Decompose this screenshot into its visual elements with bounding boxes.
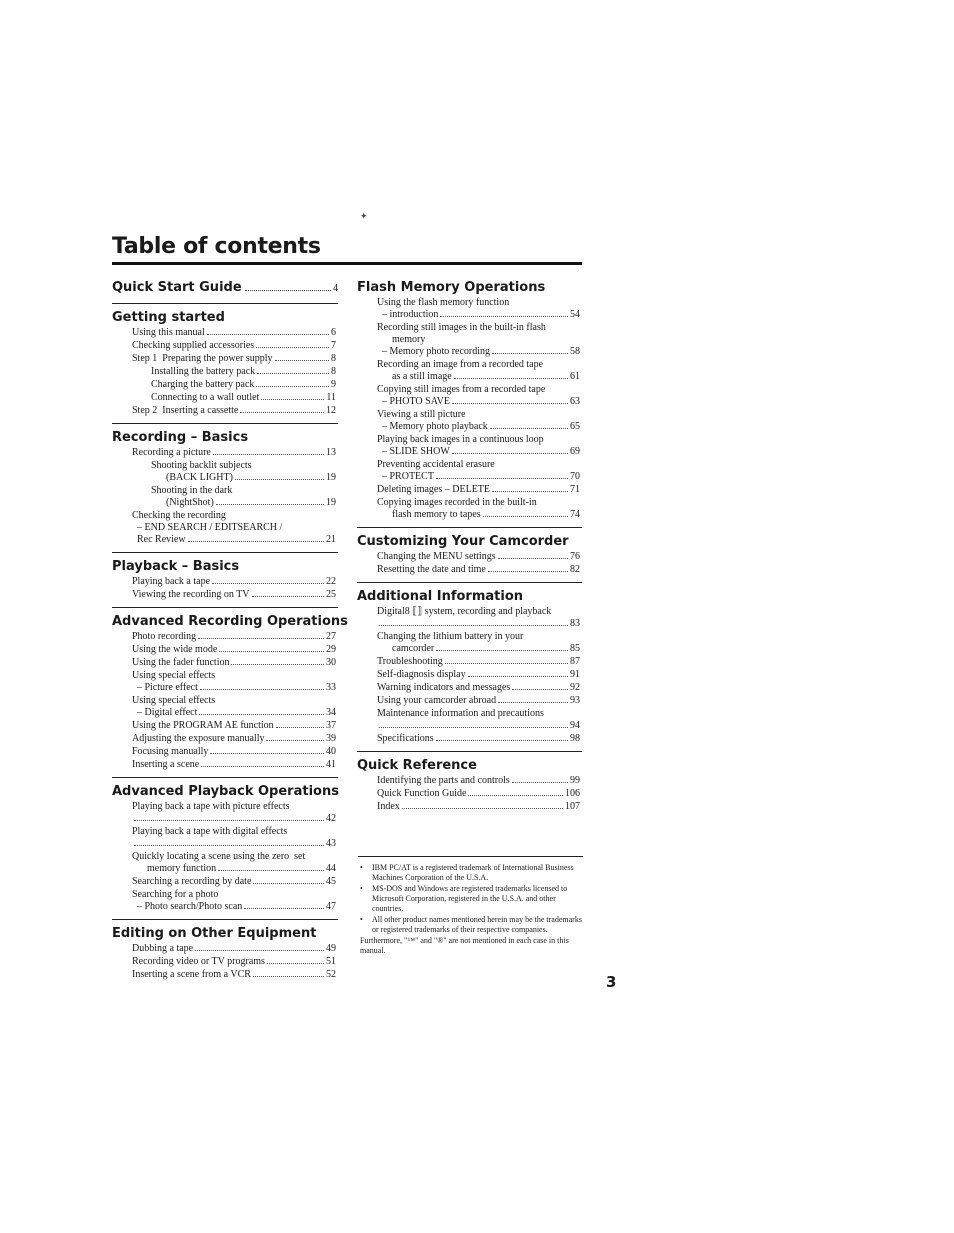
toc-entry[interactable] xyxy=(112,695,338,719)
toc-entry[interactable] xyxy=(112,889,338,913)
toc-section xyxy=(112,777,338,913)
toc-entry-page: 27 xyxy=(326,631,336,642)
toc-section xyxy=(357,582,582,745)
toc-entry-label: Inserting a scene from a VCR xyxy=(132,969,251,980)
toc-entry-page: 74 xyxy=(570,509,580,520)
toc-section xyxy=(112,423,338,546)
leader-dots xyxy=(210,753,324,754)
toc-entry[interactable] xyxy=(357,434,582,458)
section-heading-label: Recording – Basics xyxy=(112,430,249,445)
toc-entry-page: 47 xyxy=(326,901,336,912)
leader-dots xyxy=(276,727,324,728)
leader-dots xyxy=(445,663,568,664)
leader-dots xyxy=(512,689,568,690)
toc-entry[interactable] xyxy=(112,876,338,888)
toc-entry-page: 44 xyxy=(326,863,336,874)
toc-entry[interactable] xyxy=(357,497,582,521)
leader-dots xyxy=(267,963,324,964)
leader-dots xyxy=(490,428,568,429)
section-heading[interactable] xyxy=(357,534,582,550)
leader-dots xyxy=(252,596,324,597)
leader-dots xyxy=(257,373,329,374)
toc-section xyxy=(357,751,582,813)
toc-entry-label: (NightShot) xyxy=(151,497,214,508)
note-text: MS-DOS and Windows are registered trademarks licensed to Microsoft Corporation, registered in the U.S.A. and other countries. xyxy=(372,884,568,913)
toc-entry[interactable] xyxy=(112,366,338,378)
toc-entry[interactable] xyxy=(112,969,338,981)
toc-entry[interactable] xyxy=(357,695,582,707)
toc-entry-page: 69 xyxy=(570,446,580,457)
section-heading[interactable] xyxy=(112,280,338,297)
toc-entry[interactable] xyxy=(112,759,338,771)
section-heading-label: Playback – Basics xyxy=(112,559,240,574)
toc-entry-label: Deleting images – DELETE xyxy=(377,484,491,495)
toc-entry-page: 107 xyxy=(565,801,580,812)
toc-section xyxy=(112,607,348,771)
toc-entry[interactable] xyxy=(112,733,338,745)
section-heading-label: Quick Reference xyxy=(357,758,477,773)
toc-entry-page: 52 xyxy=(326,969,336,980)
toc-entry-label: Quick Function Guide xyxy=(377,788,467,799)
toc-entry-line: Copying still images from a recorded tape xyxy=(377,384,546,395)
toc-entry-page: 12 xyxy=(326,405,336,416)
toc-entry-label: Adjusting the exposure manually xyxy=(132,733,265,744)
toc-entry-page: 33 xyxy=(326,682,336,693)
leader-dots xyxy=(218,870,324,871)
toc-entry-label: – Digital effect xyxy=(132,707,198,718)
toc-entry-line: Using special effects xyxy=(132,670,216,681)
toc-entry-page: 22 xyxy=(326,576,336,587)
toc-entry-line: Checking the recording xyxy=(132,510,226,521)
toc-entry-label: – introduction xyxy=(377,309,439,320)
toc-entry[interactable] xyxy=(112,340,338,352)
toc-entry-label: Viewing the recording on TV xyxy=(132,589,250,600)
toc-entry[interactable] xyxy=(112,801,338,825)
toc-entry[interactable] xyxy=(112,631,338,643)
section-heading-label: Flash Memory Operations xyxy=(357,280,546,295)
leader-dots xyxy=(452,453,568,454)
toc-entry-line: Preventing accidental erasure xyxy=(377,459,495,470)
section-heading[interactable] xyxy=(112,430,338,446)
bullet-icon: • xyxy=(360,884,363,893)
toc-entry-label: Using this manual xyxy=(132,327,205,338)
toc-entry-label: Recording video or TV programs xyxy=(132,956,265,967)
leader-dots xyxy=(452,403,568,404)
toc-entry-page: 45 xyxy=(326,876,336,887)
toc-entry-label: Charging the battery pack xyxy=(151,379,255,390)
toc-entry-page: 91 xyxy=(570,669,580,680)
toc-entry-line: Copying images recorded in the built-in xyxy=(377,497,537,508)
toc-entry-page: 71 xyxy=(570,484,580,495)
toc-entry-label: Installing the battery pack xyxy=(151,366,256,377)
toc-entry-page: 99 xyxy=(570,775,580,786)
toc-entry-page: 25 xyxy=(326,589,336,600)
toc-entry-label: Step 1 Preparing the power supply xyxy=(132,353,273,364)
toc-entry[interactable] xyxy=(357,606,582,630)
toc-entry[interactable] xyxy=(357,297,582,321)
section-heading-label: Advanced Playback Operations xyxy=(112,784,339,799)
toc-entry-label: – PROTECT xyxy=(377,471,434,482)
toc-entry[interactable] xyxy=(357,775,582,787)
title-rule xyxy=(112,262,582,265)
toc-section xyxy=(112,280,338,297)
leader-dots xyxy=(195,950,324,951)
toc-entry-line: Viewing a still picture xyxy=(377,409,466,420)
toc-section xyxy=(112,919,338,981)
leader-dots xyxy=(512,782,568,783)
toc-entry[interactable] xyxy=(112,746,338,758)
toc-entry-page: 7 xyxy=(331,340,336,351)
leader-dots xyxy=(235,479,324,480)
toc-entry[interactable] xyxy=(357,669,582,681)
toc-entry-page: 40 xyxy=(326,746,336,757)
section-heading[interactable] xyxy=(112,310,338,326)
toc-entry[interactable] xyxy=(112,826,338,850)
toc-entry[interactable] xyxy=(112,379,338,391)
toc-entry[interactable] xyxy=(357,733,582,745)
toc-column-right xyxy=(357,280,582,819)
leader-dots xyxy=(240,412,324,413)
toc-entry[interactable] xyxy=(112,670,338,694)
section-heading[interactable] xyxy=(112,559,338,575)
toc-entry[interactable] xyxy=(357,484,582,496)
toc-entry-line: Playing back a tape with digital effects xyxy=(132,826,288,837)
toc-entry-label: camcorder xyxy=(377,643,435,654)
page-number: 3 xyxy=(606,973,617,991)
toc-entry-page: 106 xyxy=(565,788,580,799)
section-heading[interactable] xyxy=(357,758,582,774)
leader-dots xyxy=(253,976,324,977)
section-heading[interactable] xyxy=(112,926,338,942)
toc-entry-page: 8 xyxy=(331,366,336,377)
toc-entry-page: 8 xyxy=(331,353,336,364)
leader-dots xyxy=(440,316,568,317)
toc-entry-label: (BACK LIGHT) xyxy=(151,472,233,483)
toc-entry[interactable] xyxy=(112,447,338,459)
toc-entry-line: Shooting backlit subjects xyxy=(151,460,252,471)
toc-entry-page: 93 xyxy=(570,695,580,706)
toc-entry-label: – SLIDE SHOW xyxy=(377,446,450,457)
toc-entry[interactable] xyxy=(112,720,338,732)
toc-entry-page: 11 xyxy=(326,392,336,403)
toc-entry-label: Index xyxy=(377,801,400,812)
toc-entry-line: Searching for a photo xyxy=(132,889,219,900)
toc-entry-label: – Memory photo playback xyxy=(377,421,488,432)
toc-entry-label: Checking supplied accessories xyxy=(132,340,255,351)
toc-entry-label: Searching a recording by date xyxy=(132,876,252,887)
toc-entry-label: Photo recording xyxy=(132,631,197,642)
section-heading-label: Customizing Your Camcorder xyxy=(357,534,569,549)
note-text: All other product names mentioned herein may be the trademarks or registered trademarks of their respective companies. xyxy=(372,915,582,934)
note-item xyxy=(358,884,583,914)
toc-entry-page: 19 xyxy=(326,497,336,508)
toc-entry-page: 30 xyxy=(326,657,336,668)
leader-dots xyxy=(483,516,568,517)
toc-entry-line: Using the flash memory function xyxy=(377,297,510,308)
toc-entry-page: 82 xyxy=(570,564,580,575)
toc-entry[interactable] xyxy=(112,405,338,417)
toc-entry-page: 43 xyxy=(326,838,336,849)
toc-entry-page: 41 xyxy=(326,759,336,770)
section-heading-label: Advanced Recording Operations xyxy=(112,614,348,629)
toc-entry[interactable] xyxy=(357,359,582,383)
toc-entry[interactable] xyxy=(112,327,338,339)
leader-dots xyxy=(261,399,324,400)
toc-section xyxy=(357,280,582,521)
toc-entry-label: Dubbing a tape xyxy=(132,943,194,954)
toc-entry-page: 19 xyxy=(326,472,336,483)
toc-entry[interactable] xyxy=(357,384,582,408)
page-title: Table of contents xyxy=(112,234,321,259)
toc-entry-line: Recording still images in the built-in flash xyxy=(377,322,546,333)
leader-dots xyxy=(492,353,568,354)
leader-dots xyxy=(219,651,324,652)
toc-entry[interactable] xyxy=(112,956,338,968)
leader-dots xyxy=(188,541,324,542)
leader-dots xyxy=(134,820,324,821)
toc-entry-page: 13 xyxy=(326,447,336,458)
leader-dots xyxy=(134,845,324,846)
toc-entry-line: Playing back images in a continuous loop xyxy=(377,434,544,445)
leader-dots xyxy=(436,478,568,479)
toc-entry[interactable] xyxy=(357,801,582,813)
toc-entry-page: 21 xyxy=(326,534,336,545)
leader-dots xyxy=(212,583,324,584)
toc-entry-label: Resetting the date and time xyxy=(377,564,486,575)
toc-entry-page: 98 xyxy=(570,733,580,744)
section-page-number: 4 xyxy=(333,283,338,294)
toc-entry-page: 65 xyxy=(570,421,580,432)
leader-dots xyxy=(379,727,568,728)
toc-entry-label: Using the fader function xyxy=(132,657,230,668)
leader-dots xyxy=(379,625,568,626)
print-mark: ✦ xyxy=(360,211,368,221)
toc-entry-label: – Photo search/Photo scan xyxy=(132,901,243,912)
section-heading[interactable] xyxy=(112,614,348,630)
toc-entry-line: Maintenance information and precautions xyxy=(377,708,544,719)
section-heading-label: Additional Information xyxy=(357,589,524,604)
toc-entry-label: Inserting a scene xyxy=(132,759,200,770)
toc-entry-page: 58 xyxy=(570,346,580,357)
toc-entry-page: 92 xyxy=(570,682,580,693)
leader-dots xyxy=(275,360,329,361)
toc-entry-page: 9 xyxy=(331,379,336,390)
note-text: IBM PC/AT is a registered trademark of International Business Machines Corporation of the U.S.A. xyxy=(372,863,574,882)
toc-entry-page: 61 xyxy=(570,371,580,382)
leader-dots xyxy=(200,689,324,690)
toc-entry[interactable] xyxy=(357,631,582,655)
toc-entry-label: Changing the MENU settings xyxy=(377,551,496,562)
toc-entry-label: Using your camcorder abroad xyxy=(377,695,497,706)
leader-dots xyxy=(266,740,324,741)
section-heading-label: Getting started xyxy=(112,310,225,325)
leader-dots xyxy=(436,650,568,651)
leader-dots xyxy=(492,491,568,492)
toc-entry-line: Using special effects xyxy=(132,695,216,706)
toc-entry-page: 49 xyxy=(326,943,336,954)
toc-entry-line: Quickly locating a scene using the zero set xyxy=(132,851,306,862)
toc-entry-page: 87 xyxy=(570,656,580,667)
leader-dots xyxy=(256,347,329,348)
toc-section xyxy=(112,552,338,601)
leader-dots xyxy=(198,638,324,639)
toc-entry-label: Focusing manually xyxy=(132,746,209,757)
toc-entry-label: flash memory to tapes xyxy=(377,509,481,520)
toc-entry-line: memory xyxy=(377,334,426,345)
leader-dots xyxy=(207,334,329,335)
toc-entry[interactable] xyxy=(357,409,582,433)
toc-entry-label: Using the wide mode xyxy=(132,644,218,655)
leader-dots xyxy=(244,908,324,909)
toc-entry-line: Digital8 ⟦⟧ system, recording and playback xyxy=(377,606,552,617)
toc-entry[interactable] xyxy=(357,459,582,483)
toc-entry-page: 76 xyxy=(570,551,580,562)
toc-entry[interactable] xyxy=(112,485,338,509)
toc-entry[interactable] xyxy=(357,322,582,358)
toc-entry[interactable] xyxy=(112,657,338,669)
bullet-icon: • xyxy=(360,863,363,872)
toc-entry-line: Changing the lithium battery in your xyxy=(377,631,524,642)
toc-entry[interactable] xyxy=(112,460,338,484)
leader-dots xyxy=(488,571,568,572)
leader-dots xyxy=(213,454,324,455)
toc-entry-label: Rec Review xyxy=(132,534,186,545)
leader-dots xyxy=(216,504,324,505)
note-item xyxy=(358,863,583,883)
toc-entry-label: Specifications xyxy=(377,733,434,744)
leader-dots xyxy=(201,766,324,767)
toc-entry-label: – Picture effect xyxy=(132,682,198,693)
toc-entry[interactable] xyxy=(112,576,338,588)
toc-entry-label: Playing back a tape xyxy=(132,576,211,587)
toc-entry-page: 70 xyxy=(570,471,580,482)
bullet-icon: • xyxy=(360,915,363,924)
leader-dots xyxy=(468,676,568,677)
toc-entry[interactable] xyxy=(112,589,338,601)
leader-dots xyxy=(498,702,568,703)
toc-entry[interactable] xyxy=(357,656,582,668)
leader-dots xyxy=(256,386,329,387)
leader-dots xyxy=(199,714,324,715)
toc-entry-line: Shooting in the dark xyxy=(151,485,233,496)
toc-entry-line: Recording an image from a recorded tape xyxy=(377,359,544,370)
toc-entry-page: 39 xyxy=(326,733,336,744)
toc-entry-page: 85 xyxy=(570,643,580,654)
toc-entry-page: 34 xyxy=(326,707,336,718)
section-heading[interactable] xyxy=(112,784,338,800)
leader-dots xyxy=(498,558,568,559)
toc-entry-label: Using the PROGRAM AE function xyxy=(132,720,274,731)
toc-entry-label: Identifying the parts and controls xyxy=(377,775,510,786)
toc-entry[interactable] xyxy=(357,682,582,694)
leader-dots xyxy=(454,378,568,379)
toc-entry[interactable] xyxy=(112,510,338,546)
toc-entry-label: Step 2 Inserting a cassette xyxy=(132,405,239,416)
toc-entry-label: as a still image xyxy=(377,371,452,382)
toc-entry-page: 83 xyxy=(570,618,580,629)
toc-entry-label: Recording a picture xyxy=(132,447,211,458)
toc-entry[interactable] xyxy=(112,644,338,656)
toc-entry[interactable] xyxy=(357,551,582,563)
notes-tail: Furthermore, "™" and "®" are not mentioned in each case in this manual. xyxy=(360,936,569,955)
toc-entry-page: 37 xyxy=(326,720,336,731)
toc-entry-page: 42 xyxy=(326,813,336,824)
toc-entry[interactable] xyxy=(357,708,582,732)
toc-entry-line: – END SEARCH / EDITSEARCH / xyxy=(132,522,283,533)
leader-dots xyxy=(253,883,324,884)
section-heading-label: Editing on Other Equipment xyxy=(112,926,317,941)
toc-entry[interactable] xyxy=(112,851,338,875)
toc-section xyxy=(112,303,338,417)
section-heading[interactable] xyxy=(357,589,582,605)
toc-entry-label: – Memory photo recording xyxy=(377,346,491,357)
leader-dots xyxy=(402,808,563,809)
toc-section xyxy=(357,527,582,576)
leader-dots xyxy=(231,664,324,665)
toc-entry-label: Warning indicators and messages xyxy=(377,682,511,693)
toc-column-left xyxy=(112,280,348,987)
toc-entry-line: Playing back a tape with picture effects xyxy=(132,801,290,812)
trademark-notes xyxy=(358,856,583,956)
toc-entry-page: 29 xyxy=(326,644,336,655)
leader-dots xyxy=(436,740,568,741)
toc-entry-page: 51 xyxy=(326,956,336,967)
note-item xyxy=(358,915,583,935)
toc-entry-page: 54 xyxy=(570,309,580,320)
toc-entry[interactable] xyxy=(112,353,338,365)
leader-dots xyxy=(468,795,563,796)
toc-entry[interactable] xyxy=(112,943,338,955)
toc-entry[interactable] xyxy=(112,392,338,404)
toc-entry-label: Self-diagnosis display xyxy=(377,669,466,680)
toc-entry-label: Troubleshooting xyxy=(377,656,443,667)
toc-entry-label: Connecting to a wall outlet xyxy=(151,392,260,403)
toc-entry-page: 6 xyxy=(331,327,336,338)
toc-entry-page: 94 xyxy=(570,720,580,731)
toc-entry-label: – PHOTO SAVE xyxy=(377,396,450,407)
toc-entry[interactable] xyxy=(357,788,582,800)
toc-entry[interactable] xyxy=(357,564,582,576)
toc-entry-label: memory function xyxy=(132,863,217,874)
toc-entry-page: 63 xyxy=(570,396,580,407)
leader-dots xyxy=(245,290,331,291)
section-heading-label: Quick Start Guide xyxy=(112,280,242,295)
section-heading[interactable] xyxy=(357,280,582,296)
